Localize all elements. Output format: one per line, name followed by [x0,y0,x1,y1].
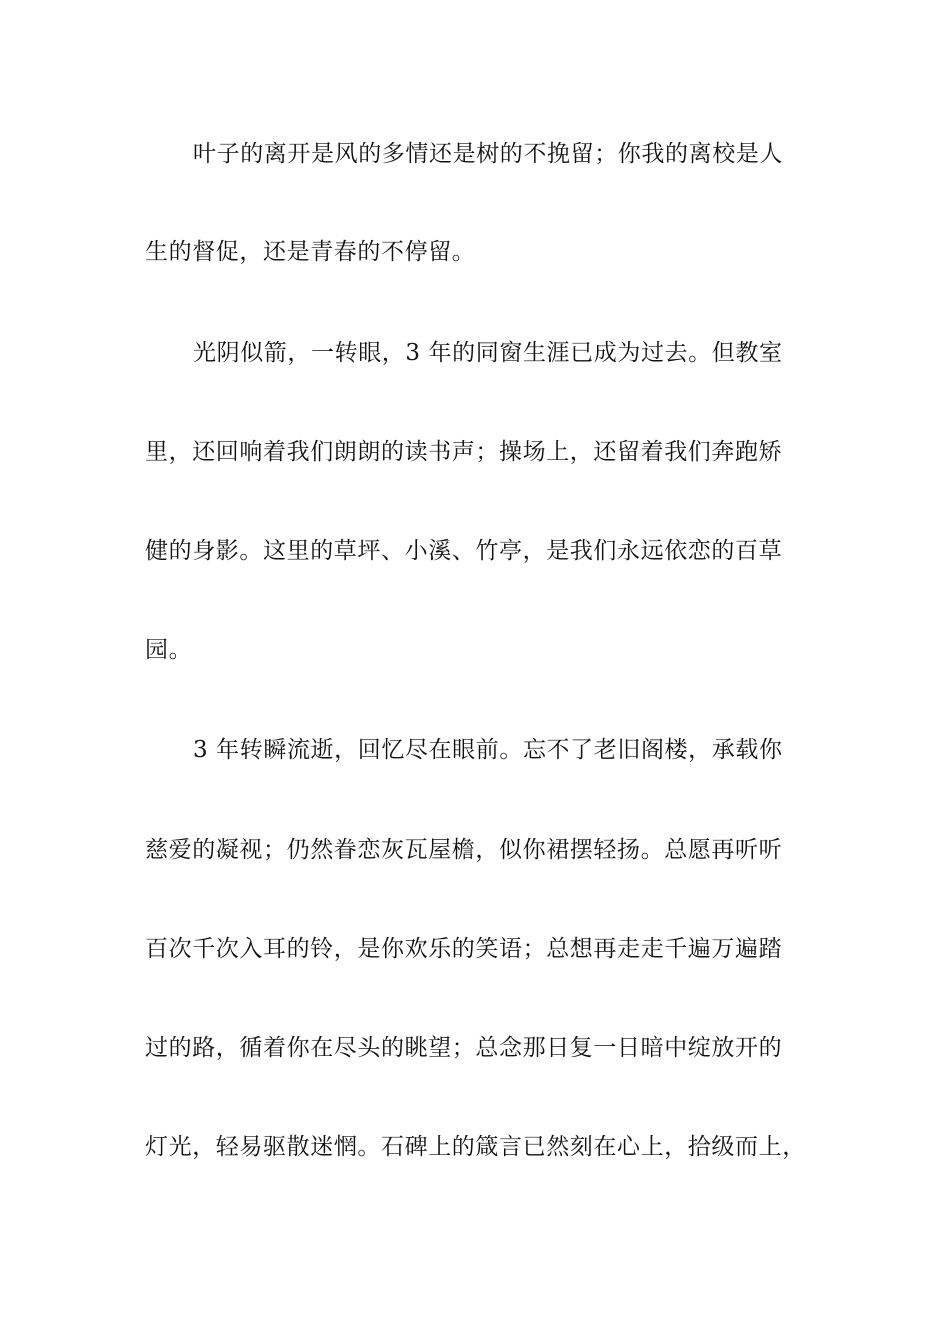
paragraph-2-line-2: 里，还回响着我们朗朗的读书声；操场上，还留着我们奔跑矫 [145,439,783,465]
paragraph-3-line-1: 3 年转瞬流逝，回忆尽在眼前。忘不了老旧阁楼，承载你 [193,737,783,763]
paragraph-1-line-1: 叶子的离开是风的多情还是树的不挽留；你我的离校是人 [193,141,783,167]
paragraph-2-line-3: 健的身影。这里的草坪、小溪、竹亭，是我们永远依恋的百草 [145,538,783,564]
paragraph-3-line-3: 百次千次入耳的铃，是你欢乐的笑语；总想再走走千遍万遍踏 [145,936,783,962]
paragraph-2-line-1: 光阴似箭，一转眼，3 年的同窗生涯已成为过去。但教室 [193,340,783,366]
paragraph-1-line-2: 生的督促，还是青春的不停留。 [145,239,476,265]
paragraph-3-line-2: 慈爱的凝视；仍然眷恋灰瓦屋檐，似你裙摆轻扬。总愿再听听 [145,837,783,863]
paragraph-2-line-4: 园。 [145,637,193,663]
paragraph-3-line-5: 灯光，轻易驱散迷惘。石碑上的箴言已然刻在心上，拾级而上， [145,1134,806,1160]
paragraph-3-line-4: 过的路，循着你在尽头的眺望；总念那日复一日暗中绽放开的 [145,1035,783,1061]
